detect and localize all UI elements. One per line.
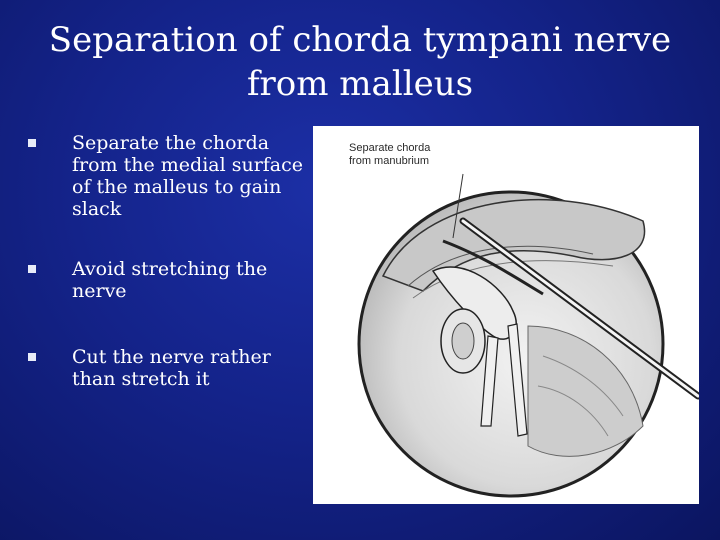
surgical-illustration	[313, 126, 699, 504]
bullet-text: Separate the chorda from the medial surface of the malleus to gain slack	[72, 132, 304, 220]
bullet-item	[28, 132, 308, 220]
square-bullet-icon	[28, 353, 36, 361]
slide-title: Separation of chorda tympani nerve from malleus	[48, 20, 672, 104]
square-bullet-icon	[28, 139, 36, 147]
bullet-item	[28, 346, 308, 390]
bullet-text: Avoid stretching the nerve	[72, 258, 268, 302]
bullet-text: Cut the nerve rather than stretch it	[72, 346, 271, 390]
square-bullet-icon	[28, 265, 36, 273]
bullet-list	[28, 132, 308, 390]
ear-drawing	[313, 126, 699, 504]
figure-caption: Separate chorda from manubrium	[349, 142, 431, 167]
bullet-item	[28, 258, 308, 302]
